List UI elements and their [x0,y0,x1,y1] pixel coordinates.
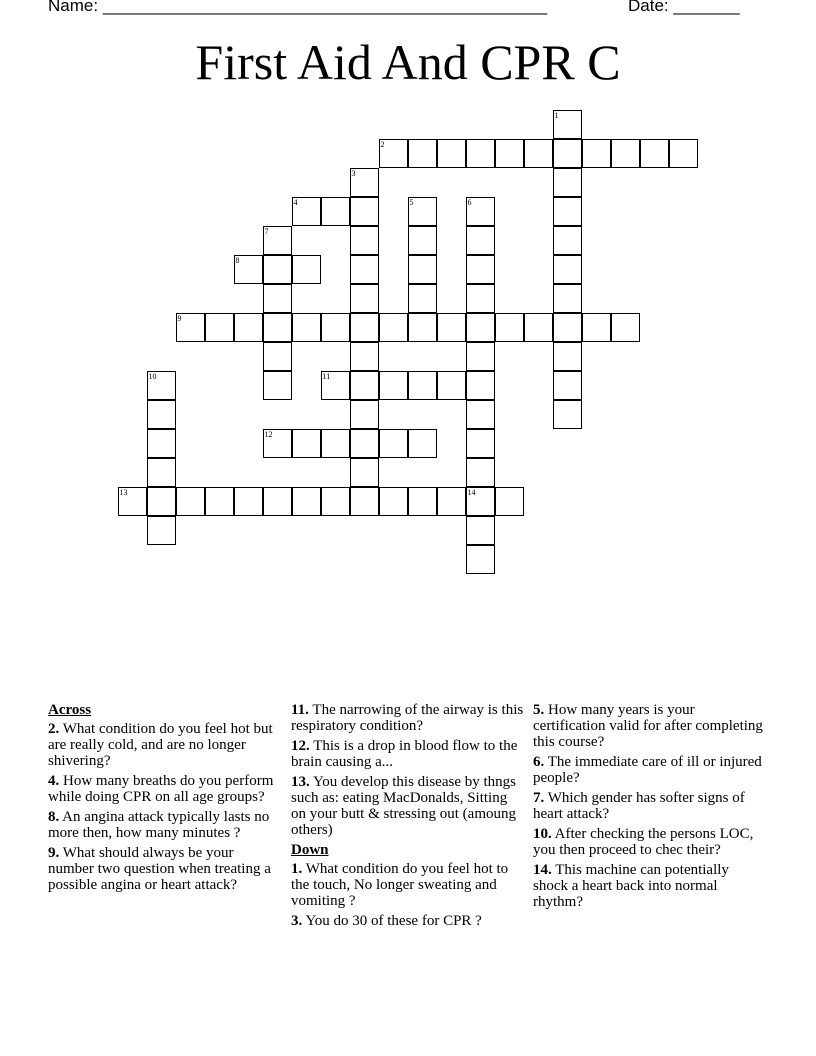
clue-number-label: 14. [533,862,552,878]
clue-item [291,861,525,909]
grid-cell[interactable] [234,255,263,284]
grid-cell[interactable] [524,313,553,342]
clue-number: 9 [177,313,182,323]
clue-number-label: 9. [48,845,60,861]
grid-cell[interactable] [466,545,495,574]
grid-cell[interactable] [466,284,495,313]
page-title: First Aid And CPR C [195,34,621,90]
grid-cell[interactable] [379,429,408,458]
down-heading: Down [291,842,329,858]
clue-text: How many breaths do you perform while doing CPR on all age groups? [48,773,274,805]
clue-item [48,809,280,841]
grid-cell[interactable] [350,255,379,284]
grid-cell[interactable] [466,429,495,458]
grid-cell[interactable] [611,139,640,168]
clue-number-label: 8. [48,809,60,825]
grid-cell[interactable] [553,139,582,168]
grid-cell[interactable] [408,139,437,168]
grid-cell[interactable] [350,168,379,197]
clue-number-label: 4. [48,773,60,789]
grid-cell[interactable] [466,139,495,168]
clue-number: 10 [148,371,157,381]
clue-text: An angina attack typically lasts no more then, how many minutes ? [48,809,270,841]
grid-cell[interactable] [611,313,640,342]
grid-cell[interactable] [524,139,553,168]
clue-text: Which gender has softer signs of heart attack? [533,790,745,822]
grid-cell[interactable] [553,110,582,139]
clue-number: 3 [351,168,356,178]
clue-column-1 [48,702,280,897]
grid-cell[interactable] [205,313,234,342]
clue-item [48,845,280,893]
grid-cell[interactable] [379,313,408,342]
clue-number-label: 5. [533,702,545,718]
grid-cell[interactable] [263,487,292,516]
grid-cell[interactable] [321,313,350,342]
grid-cell[interactable] [553,226,582,255]
grid-cell[interactable] [408,197,437,226]
grid-cell[interactable] [350,400,379,429]
grid-cell[interactable] [263,313,292,342]
grid-cell[interactable] [553,313,582,342]
name-blank: _______________________________________________ [102,0,548,15]
grid-cell[interactable] [176,313,205,342]
clue-number: 4 [293,197,298,207]
clue-item [291,774,525,838]
grid-cell[interactable] [147,429,176,458]
grid-cell[interactable] [553,255,582,284]
clue-item [291,913,525,929]
grid-cell[interactable] [263,255,292,284]
grid-cell[interactable] [553,400,582,429]
grid-cell[interactable] [176,487,205,516]
clue-text: After checking the persons LOC, you then proceed to chec their? [533,826,754,858]
grid-cell[interactable] [408,487,437,516]
grid-cell[interactable] [437,313,466,342]
grid-cell[interactable] [350,313,379,342]
grid-cell[interactable] [147,458,176,487]
clue-number: 14 [467,487,476,497]
name-label: Name: [48,0,99,15]
grid-cell[interactable] [350,342,379,371]
grid-cell[interactable] [321,371,350,400]
grid-cell[interactable] [234,313,263,342]
grid-cell[interactable] [234,487,263,516]
clue-item [291,738,525,770]
clue-number: 8 [235,255,240,265]
grid-cell[interactable] [292,255,321,284]
grid-cell[interactable] [118,487,147,516]
grid-cell[interactable] [408,255,437,284]
grid-cell[interactable] [466,400,495,429]
grid-cell[interactable] [350,197,379,226]
across-heading: Across [48,702,92,718]
date-label: Date: [628,0,669,15]
grid-cell[interactable] [466,255,495,284]
grid-cell[interactable] [408,226,437,255]
grid-cell[interactable] [553,197,582,226]
grid-cell[interactable] [408,371,437,400]
grid-cell[interactable] [466,458,495,487]
clue-number-label: 11. [291,702,309,718]
clue-item [291,702,525,734]
clue-text: This machine can potentially shock a heart back into normal rhythm? [533,862,729,910]
grid-cell[interactable] [437,139,466,168]
grid-cell[interactable] [263,226,292,255]
grid-cell[interactable] [466,516,495,545]
clue-text: You develop this disease by thngs such as: eating MacDonalds, Sitting on your butt & stressing out (amoung others) [291,774,516,838]
grid-cell[interactable] [553,284,582,313]
grid-cell[interactable] [408,313,437,342]
grid-cell[interactable] [147,371,176,400]
clue-number-label: 6. [533,754,545,770]
grid-cell[interactable] [292,197,321,226]
clue-number-label: 13. [291,774,310,790]
grid-cell[interactable] [466,313,495,342]
date-blank: _______ [673,0,740,15]
clue-column-3 [533,702,765,914]
clue-number: 12 [264,429,273,439]
grid-cell[interactable] [147,400,176,429]
grid-cell[interactable] [466,487,495,516]
grid-cell[interactable] [640,139,669,168]
clue-item [533,702,765,750]
clue-text: How many years is your certification valid for after completing this course? [533,702,763,750]
grid-cell[interactable] [495,139,524,168]
grid-cell[interactable] [466,226,495,255]
grid-cell[interactable] [321,197,350,226]
grid-cell[interactable] [147,487,176,516]
clue-item [48,773,280,805]
grid-cell[interactable] [321,429,350,458]
grid-cell[interactable] [350,226,379,255]
clue-number-label: 1. [291,861,303,877]
clue-number-label: 2. [48,721,60,737]
grid-cell[interactable] [437,487,466,516]
clue-number-label: 10. [533,826,552,842]
grid-cell[interactable] [408,284,437,313]
grid-cell[interactable] [495,487,524,516]
grid-cell[interactable] [379,371,408,400]
clue-item [533,790,765,822]
grid-cell[interactable] [553,168,582,197]
grid-cell[interactable] [350,458,379,487]
clue-text: This is a drop in blood flow to the brain causing a... [291,738,518,770]
clue-text: What should always be your number two question when treating a possible angina or heart attack? [48,845,271,893]
grid-cell[interactable] [495,313,524,342]
clue-text: The immediate care of ill or injured people? [533,754,762,786]
grid-cell[interactable] [292,429,321,458]
grid-cell[interactable] [379,487,408,516]
clue-number: 11 [322,371,331,381]
clue-number: 1 [554,110,559,120]
grid-cell[interactable] [350,487,379,516]
grid-cell[interactable] [263,429,292,458]
grid-cell[interactable] [669,139,698,168]
grid-cell[interactable] [147,516,176,545]
grid-cell[interactable] [466,197,495,226]
clue-item [533,754,765,786]
clue-text: You do 30 of these for CPR ? [302,913,482,929]
grid-cell[interactable] [379,139,408,168]
clue-column-2 [291,702,525,933]
grid-cell[interactable] [408,429,437,458]
clue-number-label: 3. [291,913,303,929]
grid-cell[interactable] [582,313,611,342]
clue-text: The narrowing of the airway is this respiratory condition? [291,702,524,734]
grid-cell[interactable] [205,487,234,516]
clue-text: What condition do you feel hot but are really cold, and are no longer shivering? [48,721,273,769]
clue-number-label: 12. [291,738,310,754]
grid-cell[interactable] [350,429,379,458]
grid-cell[interactable] [437,371,466,400]
grid-cell[interactable] [263,284,292,313]
grid-cell[interactable] [292,313,321,342]
grid-cell[interactable] [263,371,292,400]
grid-cell[interactable] [553,342,582,371]
grid-cell[interactable] [553,371,582,400]
grid-cell[interactable] [350,284,379,313]
clue-number: 2 [380,139,385,149]
grid-cell[interactable] [466,371,495,400]
clue-number: 13 [119,487,128,497]
clue-text: What condition do you feel hot to the touch, No longer sweating and vomiting ? [291,861,509,909]
clue-item [48,721,280,769]
grid-cell[interactable] [321,487,350,516]
clue-number: 6 [467,197,472,207]
grid-cell[interactable] [466,342,495,371]
grid-cell[interactable] [263,342,292,371]
grid-cell[interactable] [292,487,321,516]
clue-item [533,862,765,910]
grid-cell[interactable] [582,139,611,168]
grid-cell[interactable] [350,371,379,400]
clue-number: 7 [264,226,269,236]
clue-number: 5 [409,197,414,207]
clue-item [533,826,765,858]
clue-number-label: 7. [533,790,545,806]
